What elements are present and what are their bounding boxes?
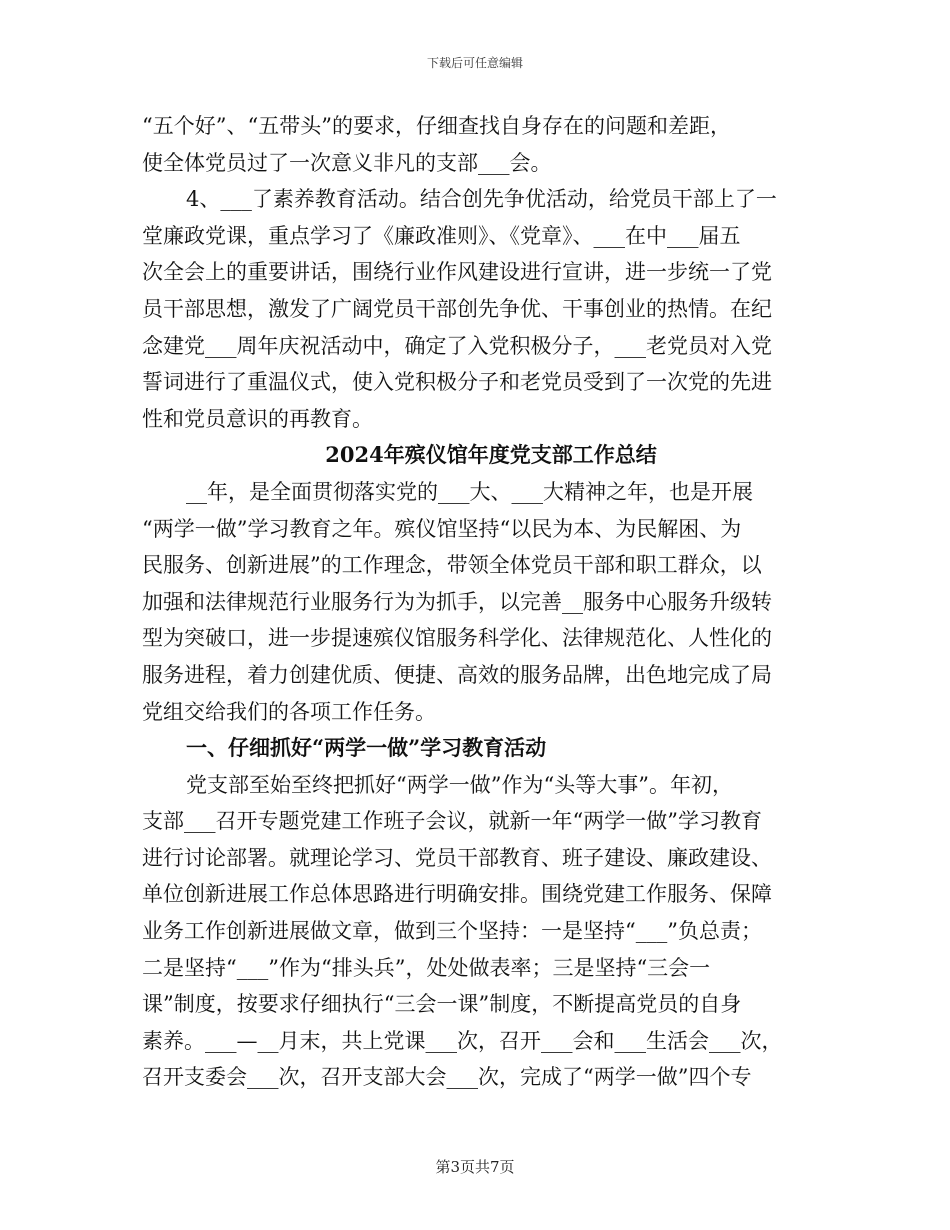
body-line: 誓词进行了重温仪式，使入党积极分子和老党员受到了一次党的先进: [142, 370, 772, 395]
body-line: 员干部思想，激发了广阔党员干部创先争优、干事创业的热情。在纪: [142, 296, 772, 321]
body-line: 课”制度，按要求仔细执行“三会一课”制度，不断提高党员的自身: [142, 992, 742, 1017]
body-line: 二是坚持“___”作为“排头兵”，处处做表率；三是坚持“三会一: [142, 955, 711, 980]
body-line: 性和党员意识的再教育。: [142, 406, 373, 431]
body-line: 加强和法律规范行业服务行为为抓手，以完善__服务中心服务升级转: [142, 589, 772, 614]
body-line: 进行讨论部署。就理论学习、党员干部教育、班子建设、廉政建设、: [142, 845, 772, 870]
page-footer: 第3页共7页: [435, 1158, 515, 1176]
body-line: 民服务、创新进展”的工作理念，带领全体党员干部和职工群众，以: [142, 553, 762, 578]
body-line: “五个好”、“五带头”的要求，仔细查找自身存在的问题和差距，: [142, 114, 731, 138]
body-line: 使全体党员过了一次意义非凡的支部___会。: [142, 150, 552, 175]
body-line: 召开支委会___次，召开支部大会___次，完成了“两学一做”四个专: [142, 1065, 752, 1090]
body-line: “两学一做”学习教育之年。殡仪馆坚持“以民为本、为民解困、为: [142, 516, 742, 541]
body-line: 单位创新进展工作总体思路进行明确安排。围绕党建工作服务、保障: [142, 882, 772, 907]
body-line: 素养。___—__月末，共上党课___次，召开___会和___生活会___次，: [142, 1028, 783, 1053]
body-line: 党支部至始至终把抓好“两学一做”作为“头等大事”。年初，: [186, 772, 733, 797]
body-line: 型为突破口，进一步提速殡仪馆服务科学化、法律规范化、人性化的: [142, 626, 772, 651]
body-line: 次全会上的重要讲话，围绕行业作风建设进行宣讲，进一步统一了党: [142, 260, 772, 285]
body-line: 业务工作创新进展做文章，做到三个坚持：一是坚持“___”负总责；: [142, 919, 762, 944]
body-line: 党组交给我们的各项工作任务。: [142, 699, 436, 724]
body-line: 支部___召开专题党建工作班子会议，就新一年“两学一做”学习教育: [142, 809, 762, 834]
document-body: [142, 108, 804, 1096]
body-line: 服务进程，着力创建优质、便捷、高效的服务品牌，出色地完成了局: [142, 662, 772, 687]
section-heading: 一、仔细抓好“两学一做”学习教育活动: [186, 735, 547, 761]
body-line: 4、___了素养教育活动。结合创先争优活动，给党员干部上了一: [186, 187, 777, 212]
body-line: 念建党___周年庆祝活动中，确定了入党积极分子，___老党员对入党: [142, 333, 772, 358]
page-header: 下载后可任意编辑: [426, 56, 523, 70]
document-title: 2024年殡仪馆年度党支部工作总结: [325, 442, 657, 468]
body-line: 堂廉政党课，重点学习了《廉政准则》、《党章》、___在中___届五: [142, 223, 741, 248]
body-line: __年，是全面贯彻落实党的___大、___大精神之年，也是开展: [186, 479, 753, 504]
